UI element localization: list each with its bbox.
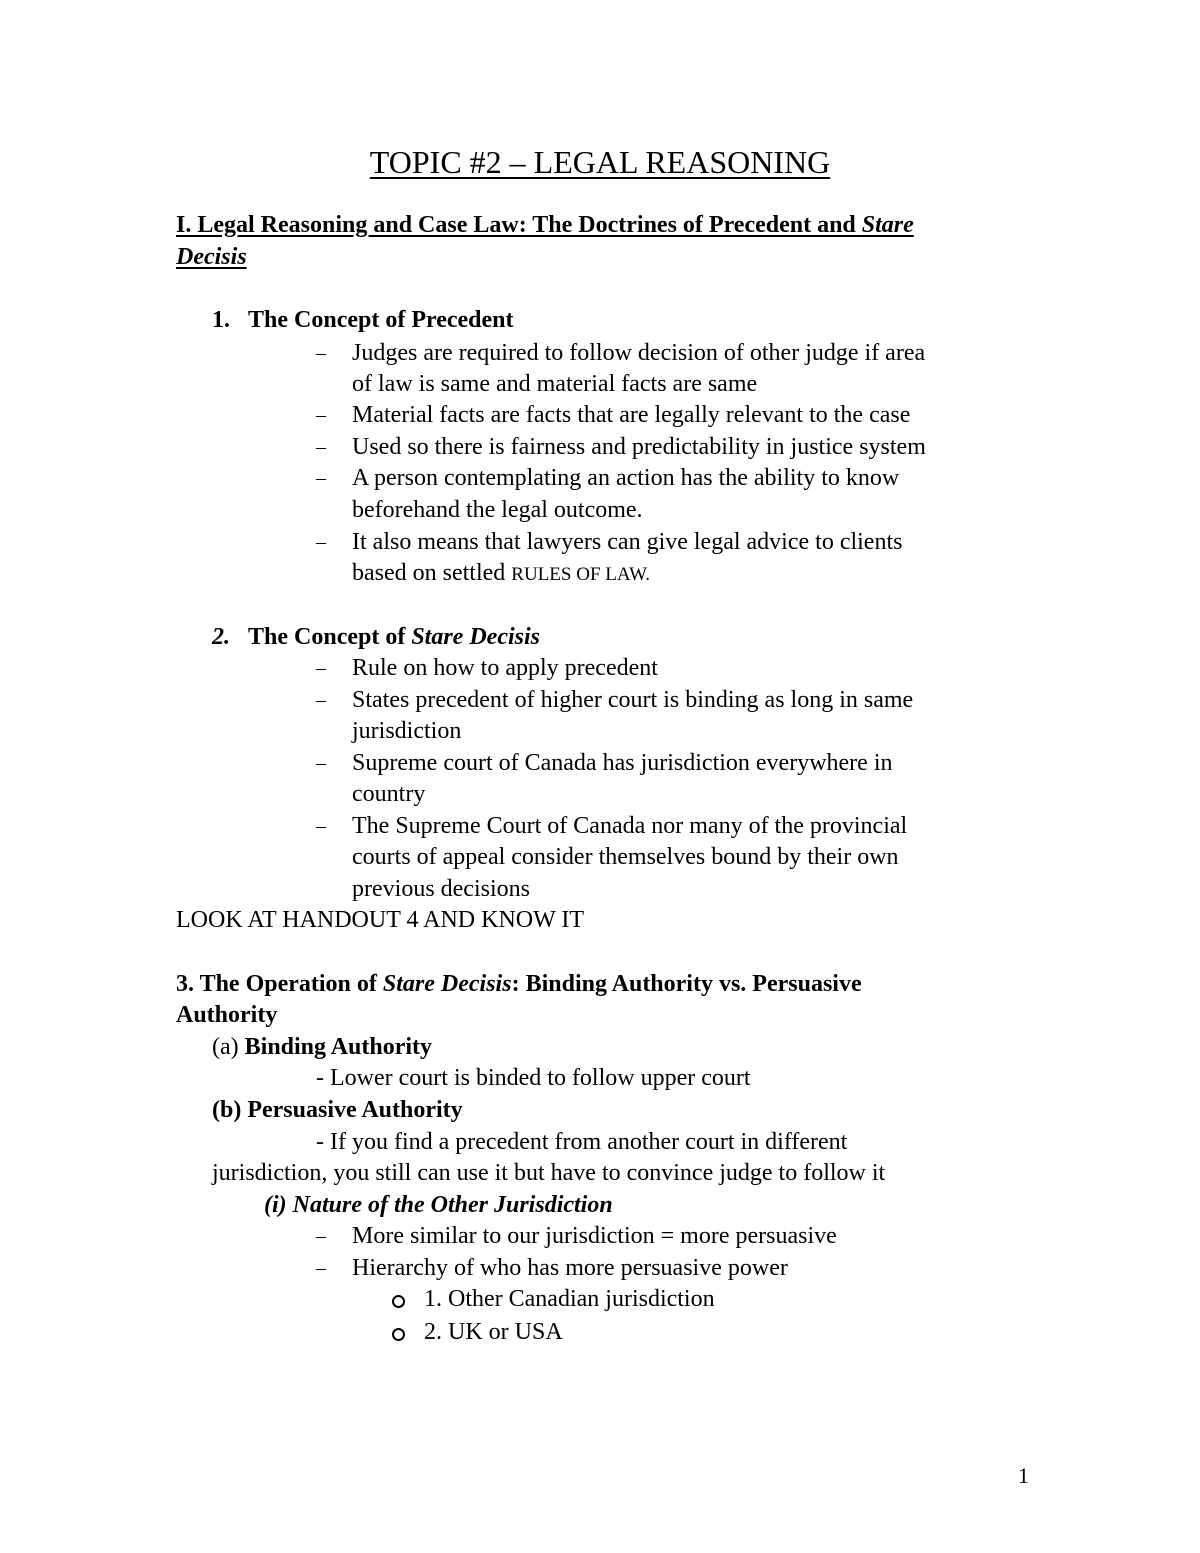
precedent-bullet-3: Used so there is fairness and predictability in justice system	[352, 434, 926, 460]
precedent-bullet-1-line-1: Judges are required to follow decision of other judge if area	[352, 340, 926, 366]
en-dash-bullet-icon: –	[316, 467, 326, 489]
persuasive-authority-text-2: jurisdiction, you still can use it but have to convince judge to follow it	[212, 1160, 886, 1186]
en-dash-bullet-icon: –	[316, 404, 326, 426]
binding-authority-text: - Lower court is binded to follow upper court	[316, 1065, 751, 1091]
hollow-circle-bullet-icon	[392, 1328, 405, 1341]
precedent-bullet-5-line-2	[352, 558, 650, 591]
section-1-heading	[176, 210, 1036, 273]
precedent-bullet-4-line-2: beforehand the legal outcome.	[352, 497, 643, 523]
stare-bullet-1: Rule on how to apply precedent	[352, 655, 658, 681]
operation-heading-line-1	[176, 969, 862, 1001]
en-dash-bullet-icon: –	[316, 436, 326, 458]
stare-bullet-3-line-1: Supreme court of Canada has jurisdiction everywhere in	[352, 750, 893, 776]
nature-bullet-2: Hierarchy of who has more persuasive power	[352, 1255, 788, 1281]
en-dash-bullet-icon: –	[316, 531, 326, 553]
concept-precedent-title: The Concept of Precedent	[248, 307, 514, 333]
binding-authority-title: Binding Authority	[244, 1034, 433, 1060]
stare-bullet-2-line-1: States precedent of higher court is binding as long in same	[352, 687, 914, 713]
concept-stare-title-prefix: The Concept of	[248, 624, 412, 650]
precedent-bullet-1-line-2: of law is same and material facts are same	[352, 371, 758, 397]
nature-sub-bullet-1: 1. Other Canadian jurisdiction	[424, 1286, 715, 1312]
precedent-bullet-4-line-1: A person contemplating an action has the ability to know	[352, 465, 900, 491]
operation-heading-line-2: Authority	[176, 1002, 278, 1028]
stare-bullet-4-line-3: previous decisions	[352, 876, 530, 902]
persuasive-authority-label	[212, 1095, 463, 1127]
persuasive-authority-paren: (b)	[212, 1097, 242, 1123]
section-1-heading-decisis: Decisis	[176, 243, 247, 270]
en-dash-bullet-icon: –	[316, 1225, 326, 1247]
en-dash-bullet-icon: –	[316, 815, 326, 837]
concept-stare-number: 2.	[212, 624, 230, 650]
precedent-bullet-2: Material facts are facts that are legally relevant to the case	[352, 402, 911, 428]
precedent-bullet-5-line-1: It also means that lawyers can give legal advice to clients	[352, 529, 903, 555]
rules-of-law-text: RULES OF LAW.	[511, 564, 651, 585]
persuasive-authority-text-1: - If you find a precedent from another court in different	[316, 1129, 848, 1155]
persuasive-authority-title: Persuasive Authority	[247, 1097, 463, 1123]
stare-bullet-3-line-2: country	[352, 781, 426, 807]
hollow-circle-bullet-icon	[392, 1295, 405, 1308]
page-title: TOPIC #2 – LEGAL REASONING	[369, 144, 831, 180]
en-dash-bullet-icon: –	[316, 342, 326, 364]
nature-jurisdiction-label: (i) Nature of the Other Jurisdiction	[264, 1192, 613, 1218]
stare-bullet-2-line-2: jurisdiction	[352, 718, 462, 744]
stare-bullet-4-line-1: The Supreme Court of Canada nor many of the provincial	[352, 813, 908, 839]
page-number: 1	[1018, 1463, 1029, 1488]
operation-heading-italic: Stare Decisis	[382, 971, 512, 997]
en-dash-bullet-icon: –	[316, 657, 326, 679]
section-1-heading-stare: Stare	[861, 212, 914, 238]
binding-authority-paren: (a)	[212, 1034, 239, 1060]
handout-note: LOOK AT HANDOUT 4 AND KNOW IT	[176, 907, 584, 933]
nature-bullet-1: More similar to our jurisdiction = more persuasive	[352, 1223, 837, 1249]
precedent-bullet-5-text: based on settled	[352, 560, 512, 586]
concept-stare-title-italic: Stare Decisis	[411, 624, 540, 650]
concept-stare-title	[248, 622, 540, 654]
en-dash-bullet-icon: –	[316, 1257, 326, 1279]
nature-sub-bullet-2: 2. UK or USA	[424, 1319, 563, 1345]
en-dash-bullet-icon: –	[316, 752, 326, 774]
concept-precedent-number: 1.	[212, 307, 230, 333]
section-1-heading-text: I. Legal Reasoning and Case Law: The Doctrines of Precedent and	[176, 212, 862, 238]
binding-authority-label	[212, 1032, 432, 1064]
operation-heading-suffix: : Binding Authority vs. Persuasive	[511, 971, 862, 997]
en-dash-bullet-icon: –	[316, 689, 326, 711]
operation-heading-prefix: 3. The Operation of	[176, 971, 383, 997]
stare-bullet-4-line-2: courts of appeal consider themselves bound by their own	[352, 844, 899, 870]
